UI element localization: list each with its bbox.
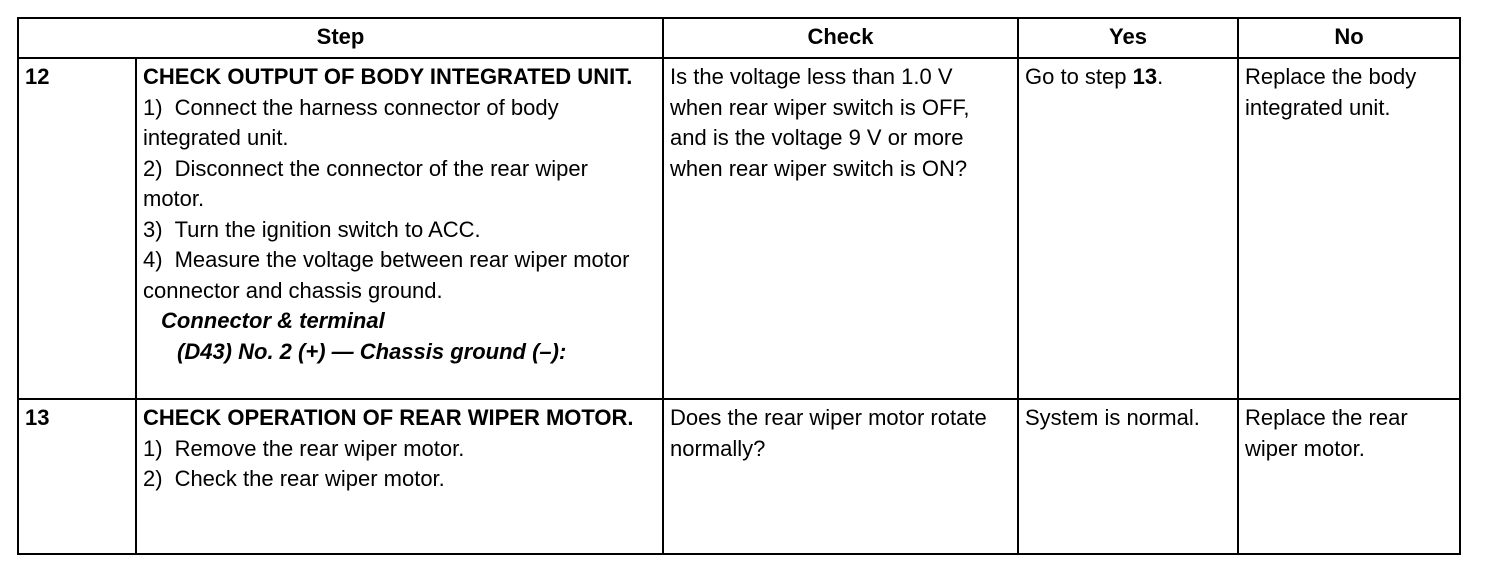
no-cell: Replace the rear wiper motor. <box>1238 399 1460 554</box>
substep-text: Turn the ignition switch to ACC. <box>174 216 481 242</box>
step-number: 12 <box>18 58 136 399</box>
substep-number: 2) <box>143 466 163 491</box>
yes-step-link: 13 <box>1132 64 1158 89</box>
check-cell: Is the voltage less than 1.0 V when rear wiper switch is OFF, and is the voltage 9 V or more when rear wiper switch is ON? <box>663 58 1018 399</box>
connector-detail: (D43) No. 2 (+) — Chassis ground (–): <box>177 338 567 364</box>
header-no: No <box>1238 18 1460 58</box>
substep-text: Remove the rear wiper motor. <box>174 435 465 461</box>
substep <box>143 245 654 306</box>
substep <box>143 434 654 465</box>
substep-text: Check the rear wiper motor. <box>174 466 445 491</box>
header-step: Step <box>18 18 663 58</box>
yes-cell: System is normal. <box>1018 399 1238 554</box>
substep-number: 1) <box>143 94 163 120</box>
step-content <box>136 58 663 399</box>
substep-number: 3) <box>143 216 163 242</box>
substep-number: 1) <box>143 435 163 461</box>
yes-suffix: . <box>1157 64 1164 89</box>
substep-text: Measure the voltage between rear wiper motor connector and chassis ground. <box>143 247 630 303</box>
substep-text: Connect the harness connector of body integrated unit. <box>143 94 559 150</box>
substep <box>143 154 654 215</box>
yes-prefix: Go to step <box>1025 64 1133 89</box>
table-row <box>18 58 1460 399</box>
step-content <box>136 399 663 554</box>
substep-number: 2) <box>143 155 163 181</box>
step-number: 13 <box>18 399 136 554</box>
substep-text: Disconnect the connector of the rear wiper motor. <box>143 155 588 211</box>
header-check: Check <box>663 18 1018 58</box>
substep <box>143 93 654 154</box>
substep-number: 4) <box>143 247 163 272</box>
substep <box>143 464 654 495</box>
step-title: CHECK OPERATION OF REAR WIPER MOTOR. <box>143 405 634 430</box>
check-cell: Does the rear wiper motor rotate normally? <box>663 399 1018 554</box>
header-yes: Yes <box>1018 18 1238 58</box>
header-row <box>18 18 1460 58</box>
yes-cell <box>1018 58 1238 399</box>
substep <box>143 215 654 246</box>
table-row <box>18 399 1460 554</box>
step-title: CHECK OUTPUT OF BODY INTEGRATED UNIT. <box>143 64 633 89</box>
no-cell: Replace the body integrated unit. <box>1238 58 1460 399</box>
connector-label: Connector & terminal <box>161 308 385 333</box>
diagnostic-table <box>17 17 1461 555</box>
